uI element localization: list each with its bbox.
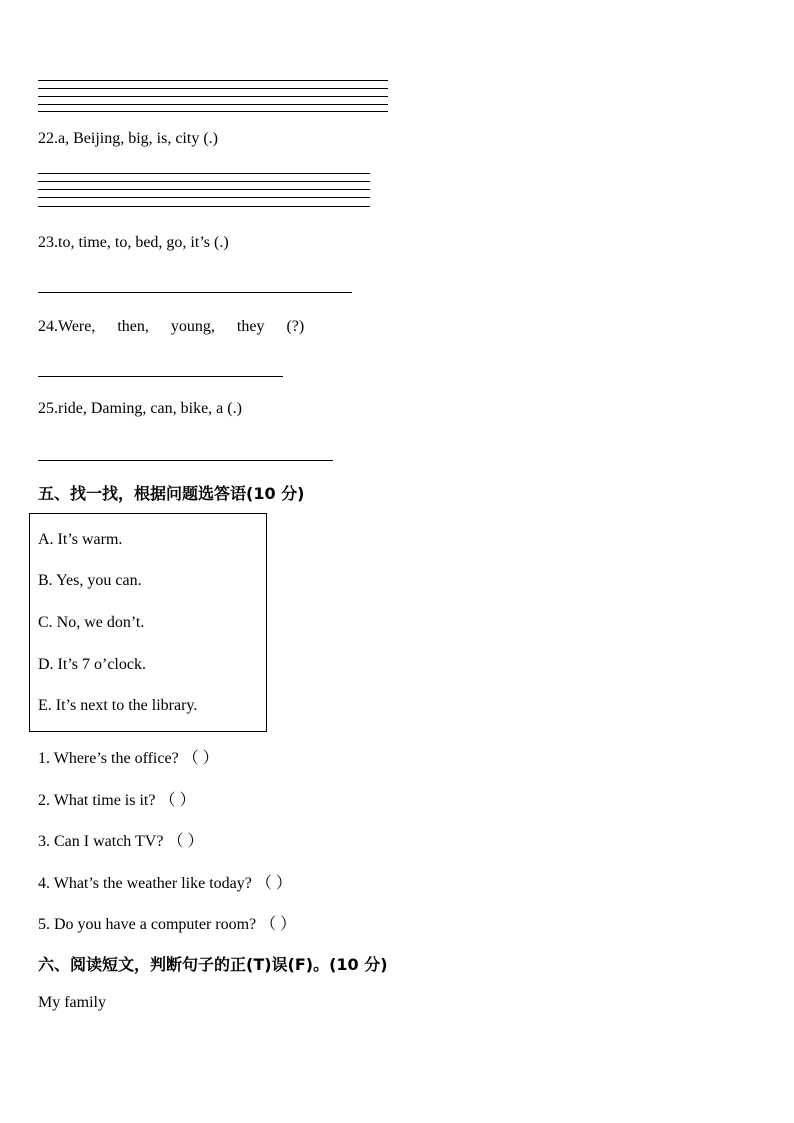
question-3: 3. Can I watch TV? （ ） [38, 833, 204, 850]
answer-line [38, 104, 388, 105]
question-5: 5. Do you have a computer room? （ ） [38, 916, 297, 933]
section-5-heading: 五、找一找，根据问题选答语(10 分) [38, 484, 305, 503]
answer-line [38, 88, 388, 89]
option-d: D. It’s 7 o’clock. [38, 656, 146, 673]
section-6-heading: 六、阅读短文，判断句子的正(T)误(F)。(10 分) [38, 955, 388, 974]
answer-line [38, 376, 283, 377]
option-c: C. No, we don’t. [38, 614, 145, 631]
answer-line [38, 181, 370, 182]
question-1: 1. Where’s the office? （ ） [38, 750, 219, 767]
option-b: B. Yes, you can. [38, 572, 142, 589]
word: they [236, 318, 265, 335]
answer-line [38, 111, 388, 112]
option-a: A. It’s warm. [38, 531, 123, 548]
word: (?) [286, 318, 305, 335]
question-24 [38, 318, 304, 336]
word: 24.Were, [38, 318, 96, 335]
answer-line [38, 292, 352, 293]
answer-line [38, 206, 370, 207]
question-25: 25.ride, Daming, can, bike, a (.) [38, 400, 242, 417]
word: then, [117, 318, 149, 335]
question-2: 2. What time is it? （ ） [38, 792, 196, 809]
option-e: E. It’s next to the library. [38, 697, 198, 714]
question-23: 23.to, time, to, bed, go, it’s (.) [38, 234, 229, 251]
answer-line [38, 197, 370, 198]
question-4: 4. What’s the weather like today? （ ） [38, 875, 292, 892]
answer-line [38, 460, 333, 461]
answer-line [38, 80, 388, 81]
answer-line [38, 96, 388, 97]
answer-line [38, 189, 370, 190]
answer-line [38, 173, 370, 174]
question-22: 22.a, Beijing, big, is, city (.) [38, 130, 218, 147]
word: young, [170, 318, 215, 335]
passage-title: My family [38, 994, 106, 1011]
